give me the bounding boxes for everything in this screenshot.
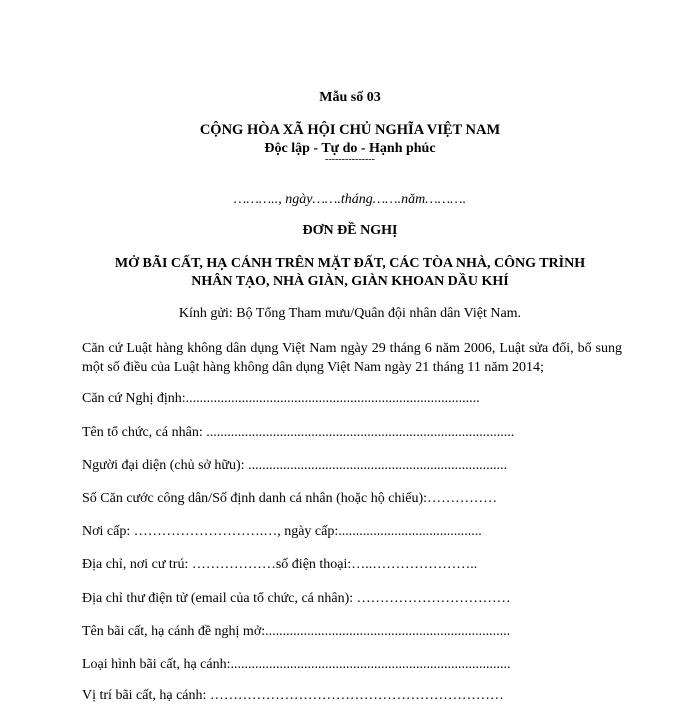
field-email: Địa chỉ thư điện tử (email của tổ chức, cá nhân): ……………………………: [82, 591, 511, 606]
field-id-number: Số Căn cước công dân/Số định danh cá nhân (hoặc hộ chiếu):……………: [82, 491, 498, 506]
field-site-location: Vị trí bãi cất, hạ cánh: ………………………………………………………: [82, 688, 504, 703]
field-representative: Người đại diện (chủ sở hữu): ..........................................................................: [82, 458, 508, 473]
field-site-type: Loại hình bãi cất, hạ cánh:................................................................................: [82, 657, 511, 672]
document-subtitle-line2: NHÂN TẠO, NHÀ GIÀN, GIÀN KHOAN DẦU KHÍ: [191, 274, 509, 289]
field-site-name: Tên bãi cất, hạ cánh đề nghị mở:......................................................................: [82, 624, 511, 639]
field-address-phone: Địa chỉ, nơi cư trú: ………………số điện thoại:…..…………………..: [82, 557, 478, 572]
date-line: ……….., ngày…….tháng…….năm……….: [233, 192, 467, 207]
field-place-of-issue: Nơi cấp: ……………………….…, ngày cấp:.........................................: [82, 524, 482, 539]
legal-basis-paragraph: Căn cứ Luật hàng không dân dụng Việt Nam ngày 29 tháng 6 năm 2006, Luật sửa đổi, bổ sung một số điều của Luật hàng không dân dụng Việt Nam ngày 21 tháng 11 năm 2014;: [82, 341, 622, 375]
field-decree: Căn cứ Nghị định:....................................................................................: [82, 391, 480, 406]
country-name: CỘNG HÒA XÃ HỘI CHỦ NGHĨA VIỆT NAM: [199, 122, 501, 138]
form-number: Mẫu số 03: [319, 90, 381, 105]
document-title: ĐƠN ĐỀ NGHỊ: [302, 223, 398, 238]
motto-divider: ---------------: [325, 154, 375, 165]
document-subtitle-line1: MỞ BÃI CẤT, HẠ CÁNH TRÊN MẶT ĐẤT, CÁC TÒA NHÀ, CÔNG TRÌNH: [114, 256, 586, 271]
recipient-line: Kính gửi: Bộ Tổng Tham mưu/Quân đội nhân dân Việt Nam.: [178, 306, 522, 321]
national-motto: Độc lập - Tự do - Hạnh phúc: [264, 141, 436, 156]
field-organization-name: Tên tổ chức, cá nhân: ........................................................................................: [82, 425, 515, 440]
